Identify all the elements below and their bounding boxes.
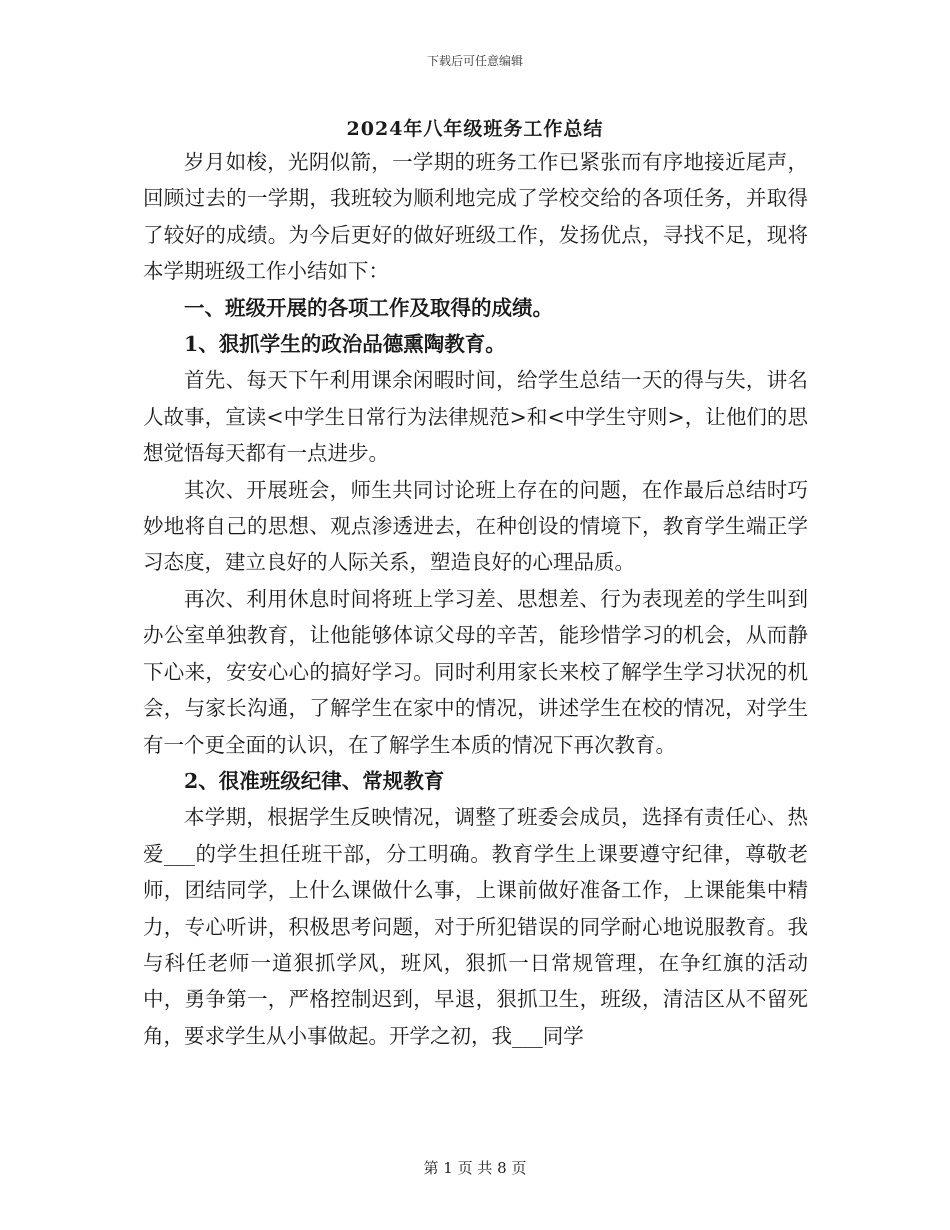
paragraph-third: 再次、利用休息时间将班上学习差、思想差、行为表现差的学生叫到办公室单独教育，让他能够体谅父母的辛苦，能珍惜学习的机会，从而静下心来，安安心心的搞好学习。同时利用家长来校了解学生学习状况的机会，与家长沟通，了解学生在家中的情况，讲述学生在校的情况，对学生有一个更全面的认识，在了解学生本质的情况下再次教育。	[143, 586, 808, 757]
section-heading-1: 一、班级开展的各项工作及取得的成绩。	[184, 295, 553, 320]
document-body	[143, 144, 808, 1054]
paragraph-second: 其次、开展班会，师生共同讨论班上存在的问题，在作最后总结时巧妙地将自己的思想、观点渗透进去，在种创设的情境下，教育学生端正学习态度，建立良好的人际关系，塑造良好的心理品质。	[143, 477, 808, 575]
intro-paragraph: 岁月如梭，光阴似箭，一学期的班务工作已紧张而有序地接近尾声，回顾过去的一学期，我班较为顺利地完成了学校交给的各项任务，并取得了较好的成绩。为今后更好的做好班级工作，发扬优点，寻找不足，现将本学期班级工作小结如下：	[143, 150, 808, 284]
subsection-heading-1: 1、狠抓学生的政治品德熏陶教育。	[184, 332, 506, 357]
page-indicator: 第 1 页 共 8 页	[423, 1159, 527, 1177]
download-editable-note: 下载后可任意编辑	[426, 54, 523, 68]
subsection-heading-2: 2、很准班级纪律、常规教育	[184, 768, 445, 793]
paragraph-first: 首先、每天下午利用课余闲暇时间，给学生总结一天的得与失，讲名人故事，宣读<中学生日常行为法律规范>和<中学生守则>，让他们的思想觉悟每天都有一点进步。	[143, 368, 808, 466]
document-title: 2024年八年级班务工作总结	[346, 118, 604, 140]
paragraph-discipline: 本学期，根据学生反映情况，调整了班委会成员，选择有责任心、热爱___的学生担任班干部，分工明确。教育学生上课要遵守纪律，尊敬老师，团结同学，上什么课做什么事，上课前做好准备工作，上课能集中精力，专心听讲，积极思考问题，对于所犯错误的同学耐心地说服教育。我与科任老师一道狠抓学风，班风，狠抓一日常规管理，在争红旗的活动中，勇争第一，严格控制迟到，早退，狠抓卫生，班级，清洁区从不留死角，要求学生从小事做起。开学之初，我___同学	[143, 805, 808, 1048]
